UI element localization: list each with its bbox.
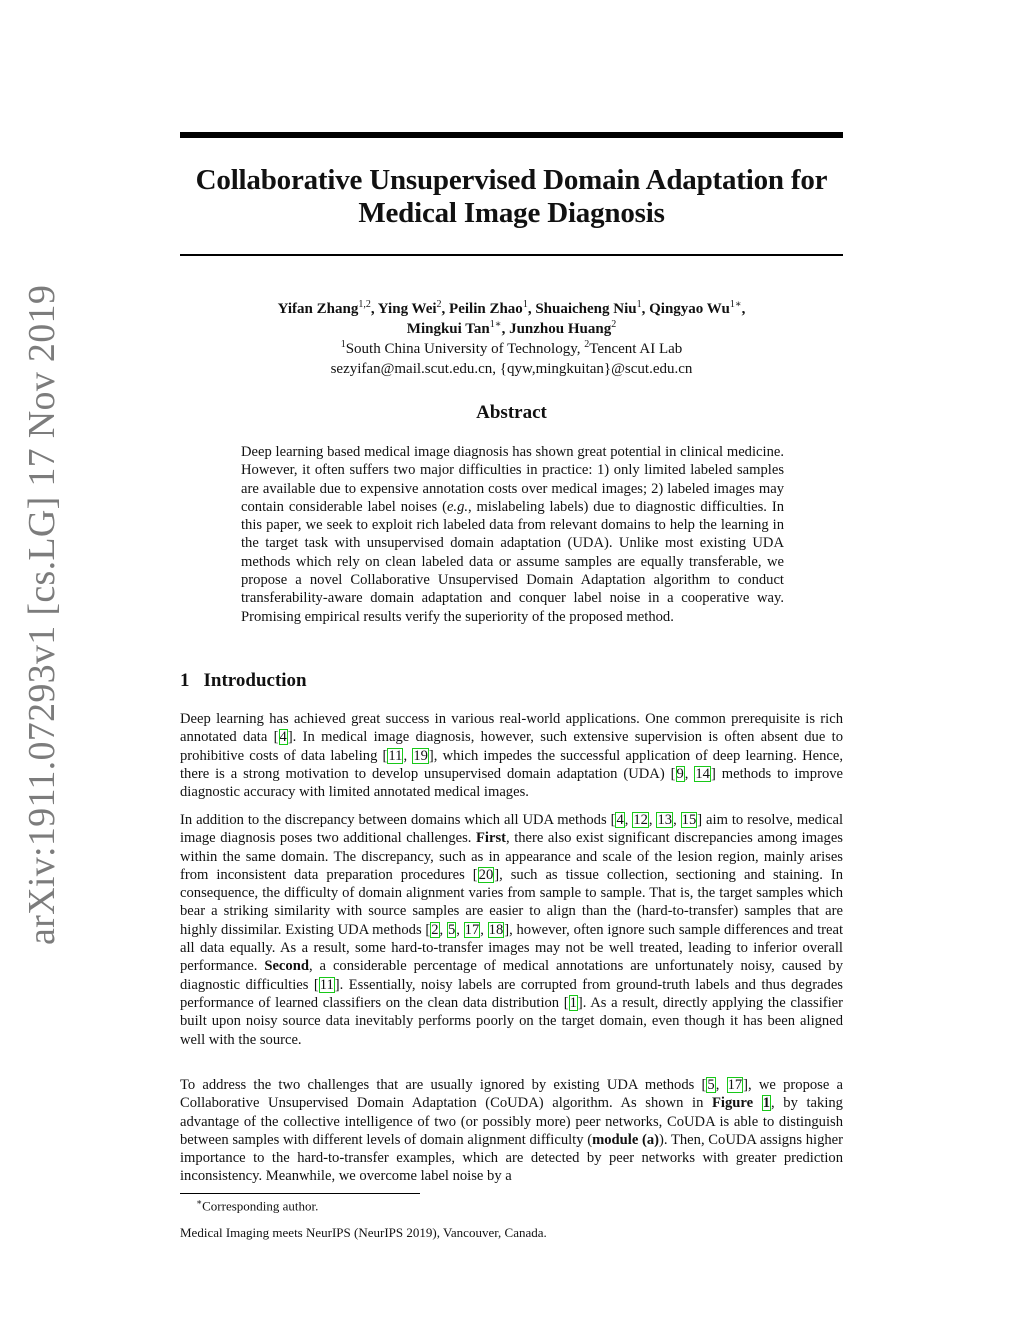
- abstract-part: Deep learning based medical image diagnosis has shown great potential in clinical medicine. However, it often suffers two major difficulties in practice: 1) only limited labeled samples are available due to expensive annotation costs over medical images; 2) labeled images may contain considerable label noises (: [241, 444, 784, 515]
- footnote-text: Corresponding author.: [202, 1198, 319, 1214]
- author-name: Yifan Zhang: [277, 301, 359, 317]
- bold-term: First: [476, 830, 506, 847]
- bold-term: module (a): [592, 1131, 660, 1148]
- citation-link[interactable]: 13: [657, 812, 673, 828]
- title-top-rule: [180, 132, 843, 138]
- citation-link[interactable]: 12: [633, 812, 648, 828]
- author-names-line-2: Mingkui Tan$^{1∗}$, Junzhou Huang$^2$: [406, 319, 617, 337]
- citation-link[interactable]: 11: [388, 747, 403, 764]
- citation-link[interactable]: 19: [413, 747, 428, 764]
- text-run: , a considerable percentage of medical annotations are unfortunately noisy, caused by diagnostic difficulties [: [180, 958, 844, 993]
- section-number: 1: [180, 670, 190, 691]
- abstract-text: [241, 443, 784, 626]
- text-run: ). Then, CoUDA assigns higher importance to the hard-to-transfer examples, which are detected by peer networks with greater prediction inconsistency. Meanwhile, we overcome label noise by a: [180, 1131, 843, 1185]
- author-affiliation-mark: 1: [522, 299, 528, 310]
- intro-paragraph-2: In addition to the discrepancy between domains which all UDA methods [4, 12, 13, 15] aim to resolve, medical image diagnosis poses two additional challenges. First, there also exist significant discrepancies among images within the same domain. The discrepancy, such as in appearance and scale of the lesion region, mainly arises from inconsistent data preparation procedures [20], such as tissue collection, sectioning and staining. In consequence, the difficulty of domain alignment varies from sample to sample. That is, the target samples which bear a striking similarity with source samples are easier to align than the (hard-to-transfer) samples that are highly dissimilar. Existing UDA methods [2, 5, 17, 18], however, often ignore such sample differences and treat all data equally. As a result, some hard-to-transfer images may not be well treated, leading to inferior overall performance. Second, a considerable percentage of medical annotations are unfortunately noisy, caused by diagnostic difficulties [11]. Essentially, noisy labels are corrupted from ground-truth labels and thus degrades performance of learned classifiers on the clean data distribution [1]. As a result, directly applying the classifier built upon noisy source data inevitably performs poorly on the target domain, even though it has been aligned well with the source.: [180, 812, 844, 1048]
- abstract-heading: Abstract: [476, 402, 547, 423]
- abstract-italic: e.g.: [446, 498, 469, 515]
- text-run: Deep learning has achieved great success in various real-world applications. One common prerequisite is rich annotated data [: [180, 711, 843, 746]
- author-names-line-1: Yifan Zhang$^{1,2}$, Ying Wei$^2$, Peilin Zhao$^1$, Shuaicheng Niu$^1$, Qingyao $Wu^{1∗}$,: [277, 299, 746, 317]
- text-run: , there also exist significant discrepancies among images within the same domain. The discrepancy, such as in appearance and scale of the lesion region, mainly arises from inconsistent data preparation procedures [: [180, 830, 843, 883]
- footnote-rule: [180, 1193, 420, 1194]
- affiliation-mark: 1: [340, 339, 346, 350]
- text-run: ]. In medical image diagnosis, however, such extensive supervision is often absent due to prohibitive costs of data labeling [: [180, 729, 843, 764]
- section-title: Introduction: [203, 670, 307, 691]
- text-run: , by taking advantage of the collective intelligence of two (or possibly more) peer networks, CoUDA is able to distinguish between samples with different levels of domain alignment difficulty (: [180, 1095, 843, 1148]
- bold-term: Figure: [712, 1095, 762, 1112]
- author-name: Qingyao Wu: [649, 301, 730, 317]
- title-line-1: Collaborative Unsupervised Domain Adaptation for: [195, 164, 828, 196]
- text-run: ] aim to resolve, medical image diagnosis poses two additional challenges.: [180, 812, 844, 847]
- citation-link[interactable]: 17: [464, 921, 480, 938]
- author-name: Junzhou Huang: [509, 321, 612, 337]
- title-line-2: Medical Image Diagnosis: [358, 197, 665, 229]
- citation-link[interactable]: 9: [676, 765, 684, 782]
- affiliations: [180, 339, 843, 359]
- citation-link[interactable]: 11: [319, 976, 334, 993]
- author-emails: sezyifan@mail.scut.edu.cn, {qyw,mingkuitan}@scut.edu.cn: [330, 361, 693, 377]
- venue-note: Medical Imaging meets NeurIPS (NeurIPS 2019), Vancouver, Canada.: [180, 1225, 547, 1240]
- text-run: ], which impedes the successful application of deep learning. Hence, there is a strong motivation to develop unsupervised domain adaptation (UDA) [: [180, 747, 843, 782]
- text-run: ]. Essentially, noisy labels are corrupted from ground-truth labels and thus degrades performance of learned classifiers on the clean data distribution [: [180, 976, 843, 1011]
- citation-link[interactable]: 5: [707, 1077, 715, 1093]
- affiliation-1: South China University of Technology,: [345, 341, 585, 357]
- text-run: ]. As a result, directly applying the classifier built upon noisy source data inevitably performs poorly on the target domain, even though it has been aligned well with the source.: [180, 994, 843, 1048]
- figure-link[interactable]: 1: [762, 1095, 770, 1112]
- affiliation-2: Tencent AI Lab: [589, 341, 683, 357]
- bold-term: Second: [264, 958, 309, 975]
- footnote: [196, 1197, 318, 1214]
- title-bottom-rule: [180, 254, 843, 256]
- text-run: In addition to the discrepancy between domains which all UDA methods [: [180, 812, 616, 828]
- citation-link[interactable]: 15: [681, 812, 697, 828]
- citation-link[interactable]: 5: [447, 921, 456, 938]
- footnote-mark: ∗: [196, 1197, 203, 1207]
- author-affiliation-mark: 1,2: [358, 299, 371, 310]
- citation-link[interactable]: 18: [488, 921, 504, 938]
- author-name: Mingkui Tan: [406, 321, 490, 337]
- author-name: Peilin Zhao: [449, 301, 523, 317]
- author-name: Shuaicheng Niu: [535, 301, 637, 317]
- text-run: ], such as tissue collection, sectioning and staining. In consequence, the difficulty of domain alignment varies from sample to sample. That is, the target samples which bear a striking similarity with source samples are easier to align than the (hard-to-transfer) samples that are highly dissimilar. Existing UDA methods [: [180, 866, 844, 938]
- text-run: ] methods to improve diagnostic accuracy with limited annotated medical images.: [180, 765, 844, 801]
- citation-link[interactable]: 14: [695, 765, 710, 782]
- citation-link[interactable]: 17: [727, 1077, 743, 1093]
- author-name: Ying Wei: [377, 301, 437, 317]
- author-affiliation-mark: 2: [611, 319, 617, 330]
- author-affiliation-mark: 1∗: [489, 319, 502, 330]
- citation-link[interactable]: 4: [279, 729, 287, 746]
- affiliation-mark: 2: [584, 339, 590, 350]
- citation-link[interactable]: 2: [431, 921, 439, 938]
- author-affiliation-mark: 1∗: [729, 299, 742, 310]
- intro-paragraph-1: Deep learning has achieved great success in various real-world applications. One common prerequisite is rich annotated data [4]. In medical image diagnosis, however, such extensive supervision is often absent due to prohibitive costs of data labeling [11, 19], which impedes the successful application of deep learning. Hence, there is a strong motivation to develop unsupervised domain adaptation (UDA) [9, 14] methods to improve diagnostic accuracy with limited annotated medical images.: [180, 711, 844, 801]
- citation-link[interactable]: 4: [616, 812, 624, 828]
- paper-title: [180, 164, 843, 230]
- text-run: ], we propose a Collaborative Unsupervised Domain Adaptation (CoUDA) algorithm. As shown in: [180, 1077, 844, 1112]
- citation-link[interactable]: 1: [569, 994, 577, 1011]
- arxiv-identifier: arXiv:1911.07293v1 [cs.LG] 17 Nov 2019: [21, 284, 63, 945]
- text-run: ], however, often ignore such sample differences and treat all data equally. As a result, some hard-to-transfer images may not be well treated, leading to inferior overall performance.: [180, 921, 844, 975]
- abstract-part: , mislabeling labels) due to diagnostic difficulties. In this paper, we seek to exploit rich labeled data from relevant domains to help the learning in the target task with unsupervised domain adaptation (UDA). Unlike most existing UDA methods which rely on clean labeled data or assume samples are equally transferable, we propose a novel Collaborative Unsupervised Domain Adaptation algorithm to conduct transferability-aware domain adaptation and conquer label noise in a cooperative way. Promising empirical results verify the superiority of the proposed method.: [241, 498, 784, 625]
- intro-paragraph-3: To address the two challenges that are usually ignored by existing UDA methods [5, 17], we propose a Collaborative Unsupervised Domain Adaptation (CoUDA) algorithm. As shown in Figure 1, by taking advantage of the collective intelligence of two (or possibly more) peer networks, CoUDA is able to distinguish between samples with different levels of domain alignment difficulty (module (a)). Then, CoUDA assigns higher importance to the hard-to-transfer examples, which are detected by peer networks with greater prediction inconsistency. Meanwhile, we overcome label noise by a: [180, 1077, 844, 1185]
- author-affiliation-mark: 1: [636, 299, 642, 310]
- citation-link[interactable]: 20: [478, 866, 494, 883]
- author-affiliation-mark: 2: [436, 299, 442, 310]
- author-block: [180, 299, 843, 379]
- section-heading: [180, 670, 321, 692]
- text-run: To address the two challenges that are usually ignored by existing UDA methods [: [180, 1077, 707, 1093]
